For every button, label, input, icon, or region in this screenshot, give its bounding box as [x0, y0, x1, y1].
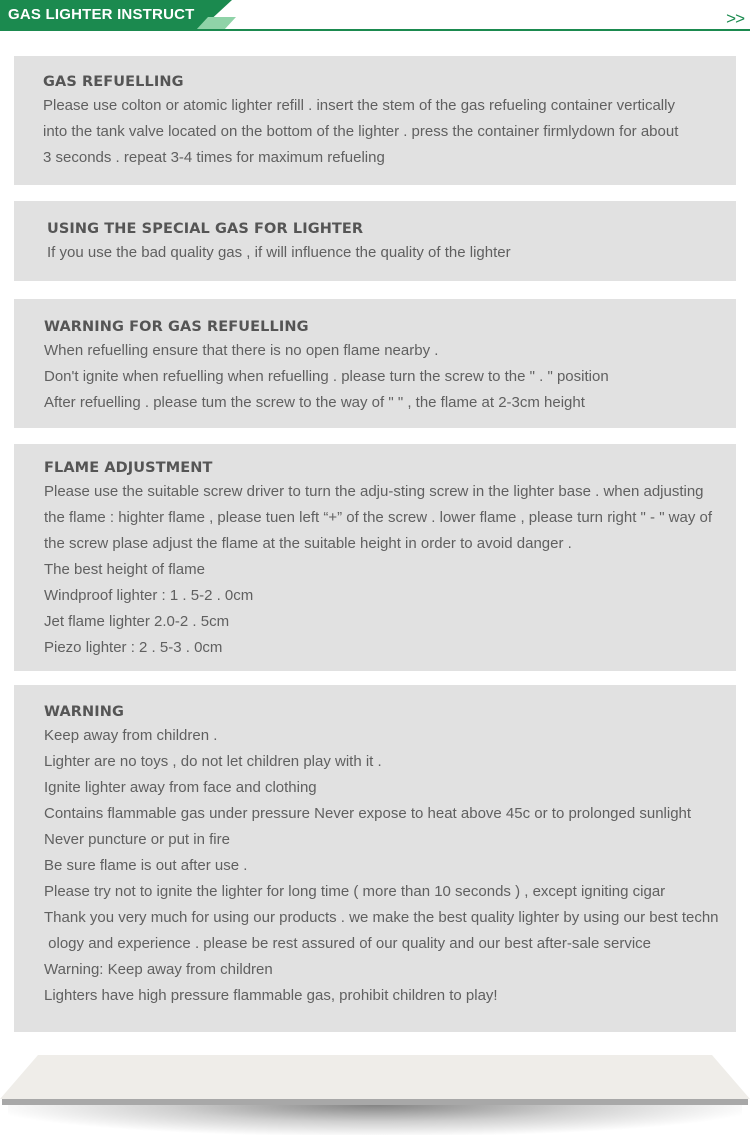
panel-special-gas: [14, 201, 736, 281]
panel-line: Keep away from children .: [44, 727, 218, 744]
panel-line: Jet flame lighter 2.0-2 . 5cm: [44, 613, 230, 630]
panel-title: GAS REFUELLING: [43, 74, 184, 90]
panel-refuelling-warning: [14, 299, 736, 428]
panel-line: After refuelling . please tum the screw to the way of " " , the flame at 2-3cm height: [44, 394, 585, 411]
panel-line: When refuelling ensure that there is no open flame nearby .: [44, 342, 439, 359]
panel-line: Thank you very much for using our products . we make the best quality lighter by using our best techn: [44, 909, 719, 926]
panel-line: Never puncture or put in fire: [44, 831, 230, 848]
panel-line: Contains flammable gas under pressure Never expose to heat above 45c or to prolonged sunlight: [44, 805, 692, 822]
panel-line: Windproof lighter : 1 . 5-2 . 0cm: [44, 587, 254, 604]
display-shelf: [0, 1055, 750, 1142]
panel-title: WARNING FOR GAS REFUELLING: [44, 319, 309, 335]
more-arrows-icon[interactable]: >>: [726, 9, 744, 28]
header-title: GAS LIGHTER INSTRUCT: [8, 6, 195, 23]
header-underline: [0, 29, 750, 31]
panel-gas-refuelling: [14, 56, 736, 185]
panel-line: Please use the suitable screw driver to turn the adju-sting screw in the lighter base . when adjusting: [44, 483, 704, 500]
shelf-shadow: [8, 1105, 742, 1135]
panel-line: Be sure flame is out after use .: [44, 857, 248, 874]
panel-line: Warning: Keep away from children: [44, 961, 273, 978]
panel-line: Don't ignite when refuelling when refuelling . please turn the screw to the " . " position: [44, 368, 609, 385]
panel-title: WARNING: [44, 704, 124, 720]
panel-flame-adjustment: [14, 444, 736, 671]
panel-title: FLAME ADJUSTMENT: [44, 460, 213, 476]
panel-line: Lighter are no toys , do not let children play with it .: [44, 753, 382, 770]
panel-line: ology and experience . please be rest assured of our quality and our best after-sale service: [44, 935, 652, 952]
panel-line: into the tank valve located on the bottom of the lighter . press the container firmlydown for about: [43, 123, 679, 140]
shelf-surface: [0, 1055, 750, 1099]
panel-title: USING THE SPECIAL GAS FOR LIGHTER: [47, 221, 364, 237]
section-header: [0, 0, 750, 32]
panel-warning: [14, 685, 736, 1032]
panel-line: Lighters have high pressure flammable gas, prohibit children to play!: [44, 987, 498, 1004]
panel-line: Please use colton or atomic lighter refill . insert the stem of the gas refueling container vertically: [43, 97, 675, 114]
panel-line: If you use the bad quality gas , if will influence the quality of the lighter: [47, 244, 511, 261]
panel-line: Ignite lighter away from face and clothing: [44, 779, 317, 796]
panel-line: the screw plase adjust the flame at the suitable height in order to avoid danger .: [44, 535, 572, 552]
panel-line: The best height of flame: [44, 561, 205, 578]
panel-line: the flame : highter flame , please tuen left “+” of the screw . lower flame , please turn right " - " way of: [44, 509, 713, 526]
panel-line: Please try not to ignite the lighter for long time ( more than 10 seconds ) , except igniting cigar: [44, 883, 666, 900]
panel-line: 3 seconds . repeat 3-4 times for maximum refueling: [43, 149, 385, 166]
panel-line: Piezo lighter : 2 . 5-3 . 0cm: [44, 639, 223, 656]
